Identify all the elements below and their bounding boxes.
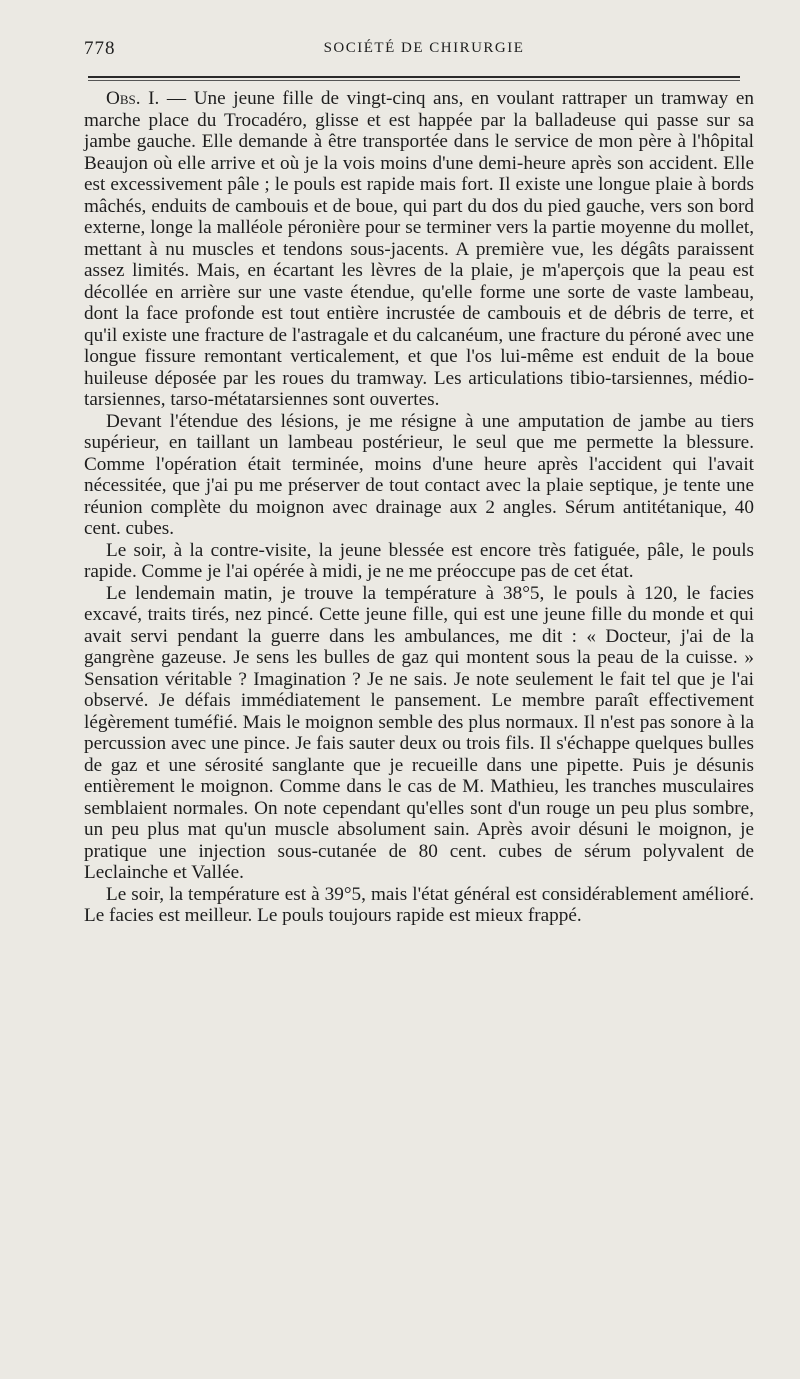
body-text — [84, 88, 754, 927]
paragraph: Le soir, à la contre-visite, la jeune blessée est encore très fatiguée, pâle, le pouls rapide. Comme je l'ai opérée à midi, je ne me préoccupe pas de cet état. — [84, 539, 754, 582]
running-title: SOCIÉTÉ DE CHIRURGIE — [323, 40, 525, 56]
paragraph: Devant l'étendue des lésions, je me résigne à une amputation de jambe au tiers supérieur, en taillant un lambeau postérieur, le seul que me permette la blessure. Comme l'opération était terminée, moins d'une heure après l'accident qui l'avait nécessitée, que j'ai pu me préserver de tout contact avec la plaie septique, je tente une réunion complète du moignon avec drainage aux 2 angles. Sérum antitétanique, 40 cent. cubes. — [84, 410, 754, 539]
page-header — [84, 38, 764, 64]
observation-label: Obs. I. — [106, 88, 160, 109]
page-number: 778 — [84, 38, 116, 59]
header-rule — [88, 76, 740, 78]
paragraph-observation — [84, 88, 754, 411]
paragraph-text: — Une jeune fille de vingt-cinq ans, en voulant rattraper un tramway en marche place du Trocadéro, glisse et est happée par la balladeuse qui passe sur sa jambe gauche. Elle demande à être transportée dans le service de mon père à l'hôpital Beaujon où elle arrive et où je la vois moins d'une demi-heure après son accident. Elle est excessivement pâle ; le pouls est rapide mais fort. Il existe une longue plaie à bords mâchés, enduits de cambouis et de boue, qui part du dos du pied gauche, vers son bord externe, longe la malléole péronière pour se terminer vers la partie moyenne du mollet, mettant à nu muscles et tendons sous-jacents. A première vue, les dégâts paraissent assez limités. Mais, en écartant les lèvres de la plaie, je m'aperçois que la peau est décollée en arrière sur une vaste étendue, qu'elle forme une sorte de vaste lambeau, dont la face profonde est tout entière incrustée de cambouis et de débris de terre, et qu'il existe une fracture de l'astragale et du calcanéum, une fracture du péroné avec une longue fissure remontant verticalement, et que l'os lui-même est enduit de la boue huileuse déposée par les roues du tramway. Les articulations tibio-tarsiennes, médio-tarsiennes, tarso-métatarsiennes sont ouvertes. — [84, 88, 754, 410]
paragraph: Le lendemain matin, je trouve la température à 38°5, le pouls à 120, le facies excavé, traits tirés, nez pincé. Cette jeune fille, qui est une jeune fille du monde et qui avait servi pendant la guerre dans les ambulances, me dit : « Docteur, j'ai de la gangrène gazeuse. Je sens les bulles de gaz qui montent sous la peau de la cuisse. » Sensation véritable ? Imagination ? Je ne sais. Je note seulement le fait tel que je l'ai observé. Je défais immédiatement le pansement. Le membre paraît effectivement légèrement tuméfié. Mais le moignon semble des plus normaux. Il n'est pas sonore à la percussion avec une pince. Je fais sauter deux ou trois fils. Il s'échappe quelques bulles de gaz et une sérosité sanglante que je recueille dans une pipette. Puis je désunis entièrement le moignon. Comme dans le cas de M. Mathieu, les tranches musculaires semblaient normales. On note cependant qu'elles sont d'un rouge un peu plus sombre, un peu plus mat qu'un muscle absolument sain. Après avoir désuni le moignon, je pratique une injection sous-cutanée de 80 cent. cubes de sérum polyvalent de Leclainche et Vallée. — [84, 582, 754, 883]
paragraph: Le soir, la température est à 39°5, mais l'état général est considérablement amélioré. Le facies est meilleur. Le pouls toujours rapide est mieux frappé. — [84, 883, 754, 926]
